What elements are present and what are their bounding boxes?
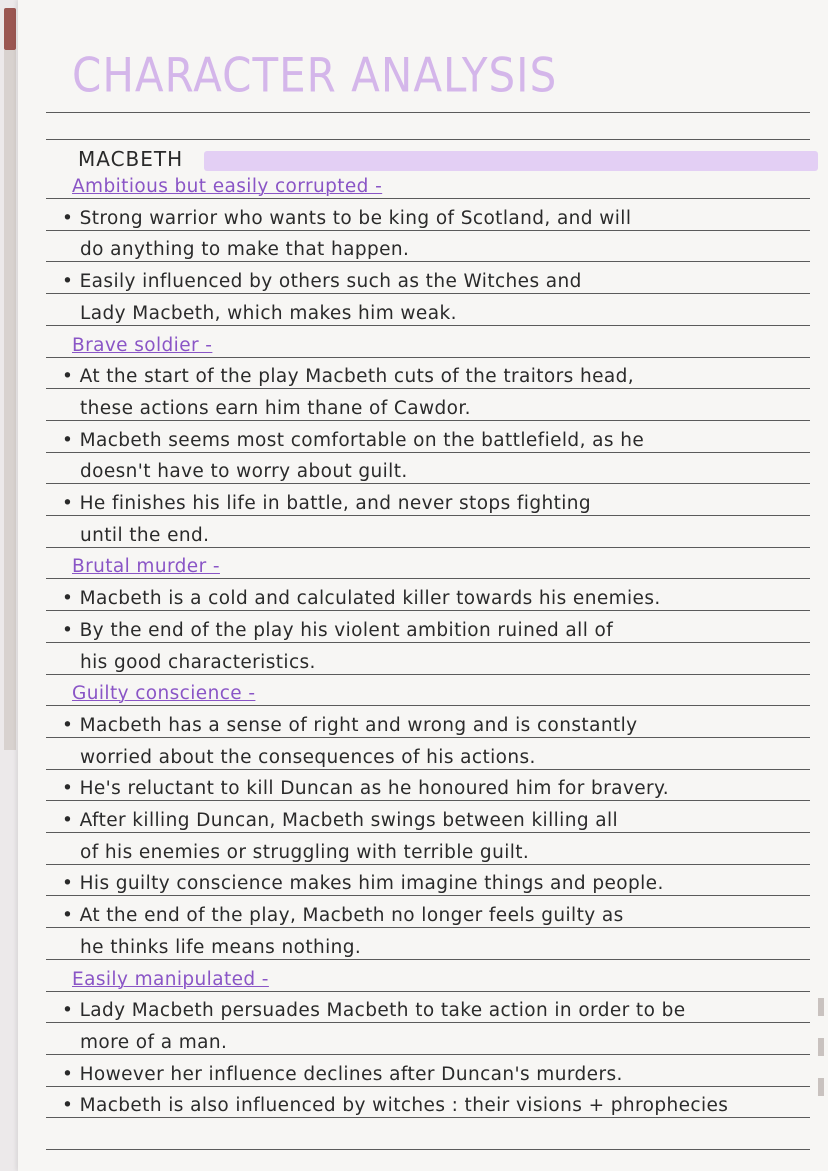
notebook-edge-tab (4, 8, 16, 50)
bullet-point: • Macbeth has a sense of right and wrong and is constantly (62, 715, 638, 736)
bullet-point: • He's reluctant to kill Duncan as he honoured him for bravery. (62, 778, 669, 799)
ruled-line (46, 139, 810, 140)
bullet-continuation: do anything to make that happen. (80, 239, 410, 260)
bullet-point: • At the end of the play, Macbeth no longer feels guilty as (62, 905, 624, 926)
bullet-point: • His guilty conscience makes him imagine things and people. (62, 873, 664, 894)
notebook-edge (4, 50, 16, 750)
ruled-line (46, 112, 810, 113)
bullet-point: • However her influence declines after Duncan's murders. (62, 1064, 623, 1085)
bullet-continuation: of his enemies or struggling with terrible guilt. (80, 842, 530, 863)
bullet-point: • By the end of the play his violent ambition ruined all of (62, 620, 614, 641)
ruled-line (46, 1149, 810, 1150)
section-heading: Brave soldier - (72, 335, 213, 356)
section-heading: Guilty conscience - (72, 683, 256, 704)
bullet-point: • Macbeth seems most comfortable on the battlefield, as he (62, 430, 645, 451)
section-heading: Ambitious but easily corrupted - (72, 176, 383, 197)
bullet-point: • At the start of the play Macbeth cuts of the traitors head, (62, 366, 635, 387)
section-heading: Brutal murder - (72, 556, 220, 577)
bullet-point: • Macbeth is also influenced by witches : their visions + phrophecies (62, 1095, 729, 1116)
character-name-highlight (204, 151, 818, 171)
page-title: CHARACTER ANALYSIS (72, 48, 558, 103)
bullet-point: • He finishes his life in battle, and never stops fighting (62, 493, 592, 514)
bullet-continuation: worried about the consequences of his actions. (80, 747, 536, 768)
section-heading: Easily manipulated - (72, 969, 269, 990)
bullet-point: • After killing Duncan, Macbeth swings between killing all (62, 810, 619, 831)
bullet-continuation: he thinks life means nothing. (80, 937, 362, 958)
bullet-point: • Lady Macbeth persuades Macbeth to take action in order to be (62, 1000, 686, 1021)
bullet-point: • Strong warrior who wants to be king of Scotland, and will (62, 208, 632, 229)
notebook-page (18, 0, 828, 1171)
bullet-continuation: until the end. (80, 525, 210, 546)
bullet-continuation: doesn't have to worry about guilt. (80, 461, 408, 482)
bullet-point: • Easily influenced by others such as the Witches and (62, 271, 582, 292)
bullet-continuation: more of a man. (80, 1032, 228, 1053)
bullet-continuation: these actions earn him thane of Cawdor. (80, 398, 471, 419)
bullet-continuation: Lady Macbeth, which makes him weak. (80, 303, 457, 324)
page-margin-marks (816, 980, 826, 1118)
character-name: MACBETH (78, 147, 184, 171)
bullet-continuation: his good characteristics. (80, 652, 316, 673)
bullet-point: • Macbeth is a cold and calculated killer towards his enemies. (62, 588, 661, 609)
